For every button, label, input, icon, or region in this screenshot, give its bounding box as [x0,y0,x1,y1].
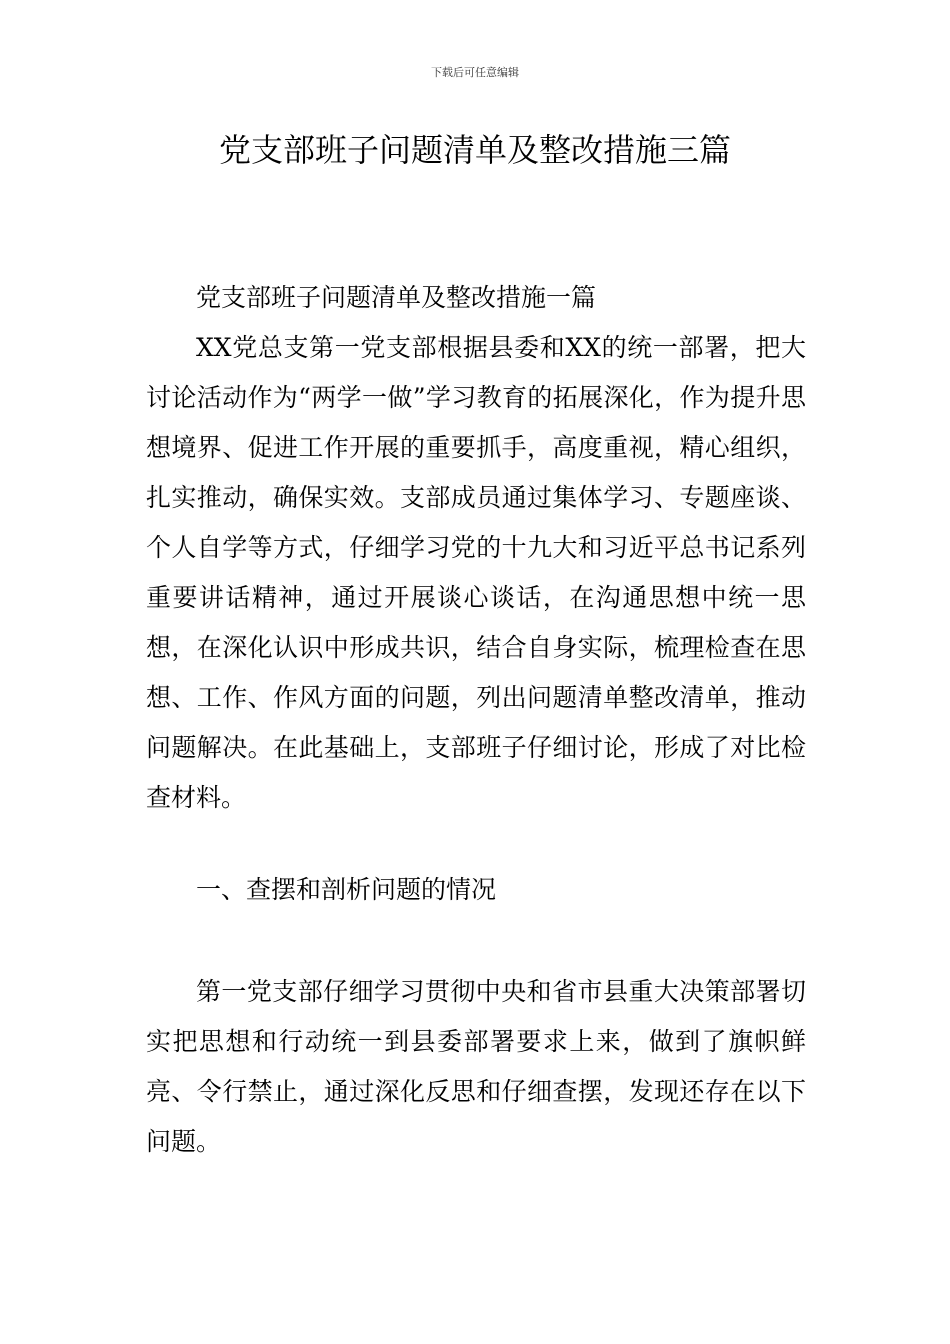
paragraph-problems-text: 第一党支部仔细学习贯彻中央和省市县重大决策部署切实把思想和行动统一到县委部署要求上来，做到了旗帜鲜亮、令行禁止，通过深化反思和仔细查摆，发现还存在以下问题。 [146,977,806,1156]
header-note: 下载后可任意编辑 [431,66,519,79]
section-heading [146,865,806,915]
paragraph-intro-text: XX党总支第一党支部根据县委和XX的统一部署，把大讨论活动作为“两学一做”学习教育的拓展深化，作为提升思想境界、促进工作开展的重要抓手，高度重视，精心组织，扎实推动，确保实效。支部成员通过集体学习、专题座谈、个人自学等方式，仔细学习党的十九大和习近平总书记系列重要讲话精神，通过开展谈心谈话，在沟通思想中统一思想，在深化认识中形成共识，结合自身实际，梳理检查在思想、工作、作风方面的问题，列出问题清单整改清单，推动问题解决。在此基础上，支部班子仔细讨论，形成了对比检查材料。 [146,333,806,812]
section-heading-text: 一、查摆和剖析问题的情况 [196,875,497,904]
subtitle-text: 党支部班子问题清单及整改措施一篇 [196,283,597,312]
section-subtitle [146,273,806,323]
paragraph-intro [146,323,806,823]
paragraph-problems [146,967,806,1167]
document-title: 党支部班子问题清单及整改措施三篇 [218,131,731,169]
